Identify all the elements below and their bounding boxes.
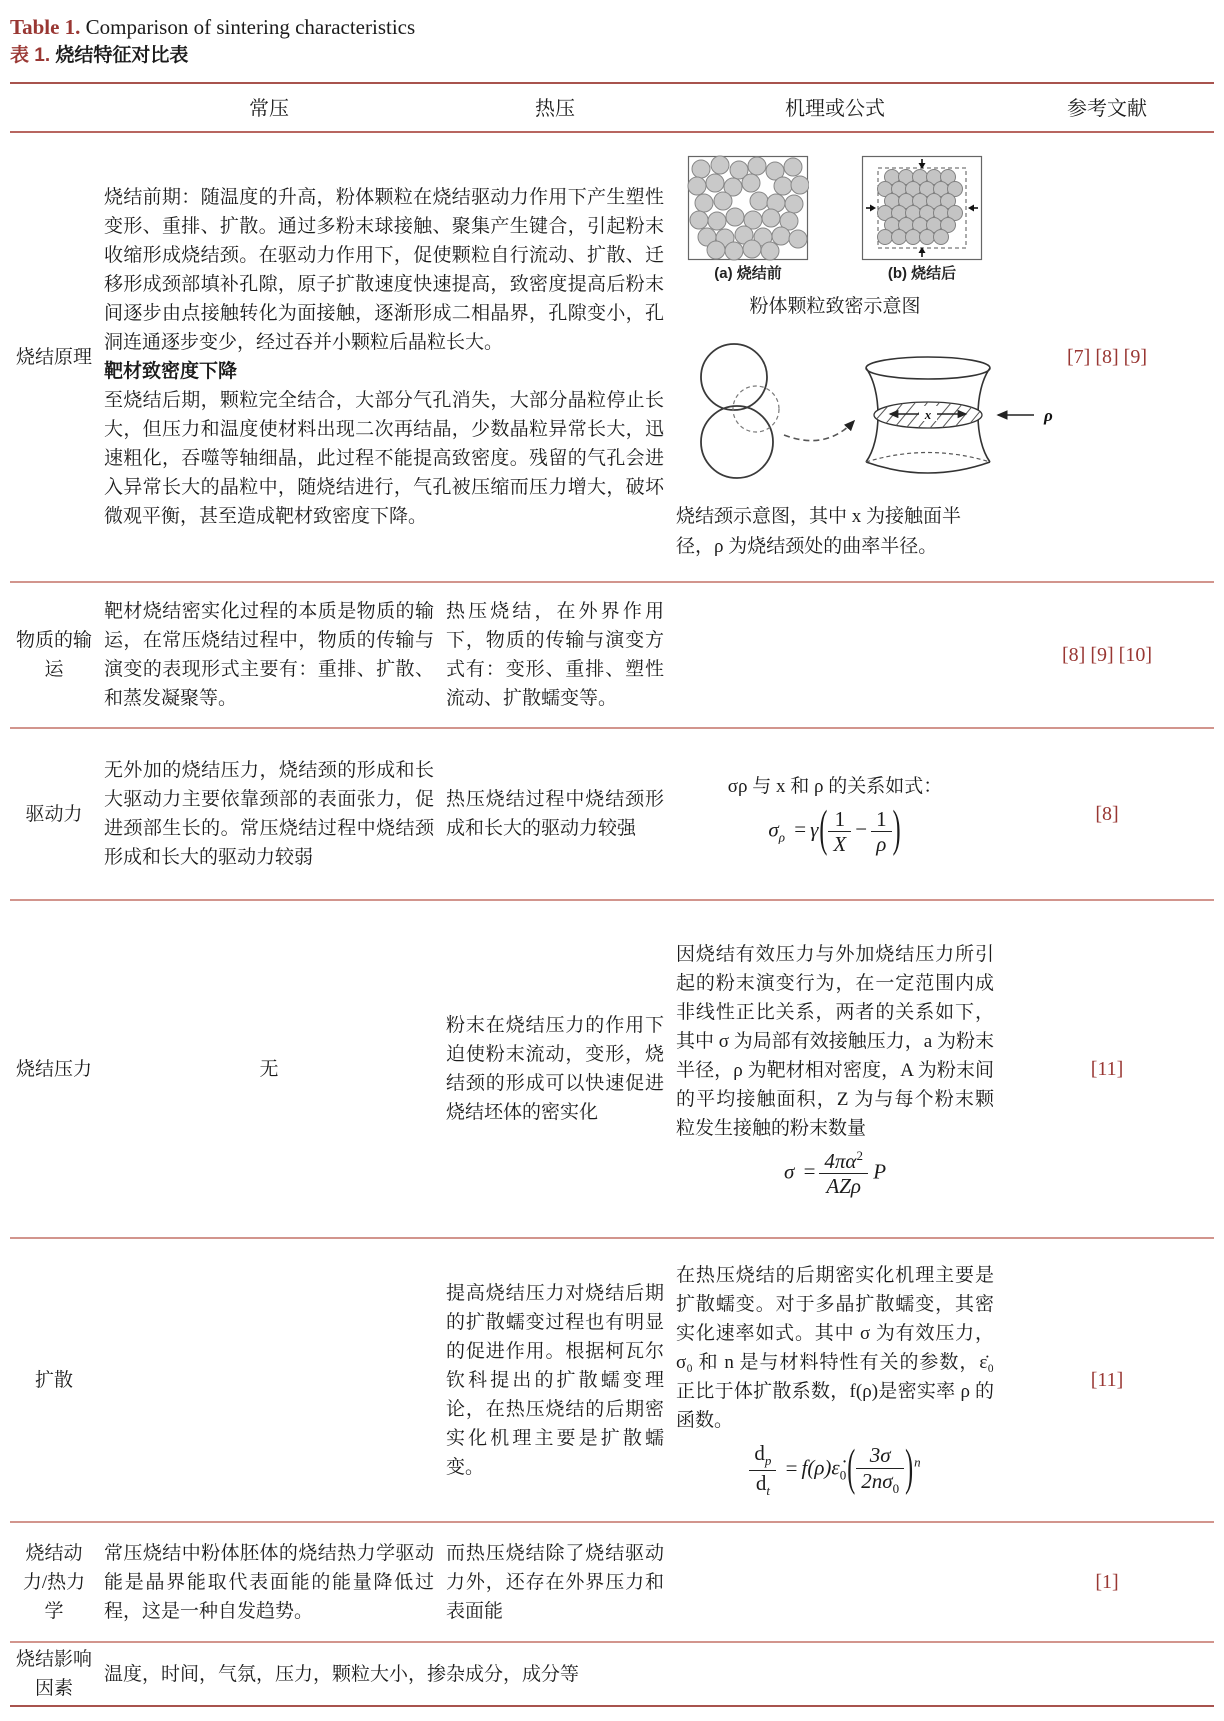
f3-fraction [856,1443,904,1496]
f2-P: P [873,1159,887,1184]
cell-diffusion-normal-pressure [98,1238,440,1522]
f3-d-top-sub: p [764,1453,772,1469]
cell-transport-mechanism [670,582,1000,728]
table-row-driving-force [10,728,1214,900]
after-sintering-diagram [861,155,983,261]
row-label-influencing-factors: 烧结影响因素 [16,1649,93,1699]
table-row-mass-transport [10,582,1214,728]
refs-thermodynamics: [1] [1000,1522,1214,1642]
before-sintering-caption: (a) 烧结前 [714,264,782,282]
powder-figures [676,155,994,284]
f3-d-top: d [754,1441,765,1466]
f2-num-text: 4πα [824,1148,857,1173]
sintering-comparison-table [10,82,1214,1707]
f3-frac-den-text: 2nσ [861,1468,893,1493]
f3-frac-den [856,1469,904,1497]
f1-equals: = [794,817,807,842]
cell-pressure-mechanism [670,900,1000,1238]
header-hot-pressing: 热压 [440,83,670,132]
principle-bold-heading: 靶材致密度下降 [104,361,238,382]
f1-frac1-num: 1 [828,807,851,832]
cell-diffusion-hot-pressing: 提高烧结压力对烧结后期的扩散蠕变过程也有明显的促进作用。根据柯瓦尔钦科提出的扩散蠕变理论，在热压烧结的后期密实化机理主要是扩散蠕变。 [440,1238,670,1522]
refs-mass-transport: [8] [9] [10] [1000,582,1214,728]
row-label-driving-force: 驱动力 [10,728,98,900]
table-title-zh-text: 烧结特征对比表 [50,45,189,66]
f3-equals: = [785,1455,798,1480]
f1-fraction-2 [871,807,892,856]
table-number-zh: 表 1. [10,45,51,66]
figure-after-sintering [861,155,983,284]
refs-driving-force: [8] [1000,728,1214,900]
f2-denominator: AZρ [826,1174,861,1198]
figure-before-sintering [687,155,809,284]
f3-frac-num: 3σ [856,1443,904,1468]
cell-driving-hot-pressing: 热压烧结过程中烧结颈形成和长大的驱动力较强 [440,728,670,900]
f2-num-exponent: 2 [856,1147,863,1163]
f3-deriv-den [749,1471,776,1499]
cell-factors-refs-empty [1000,1642,1214,1706]
cell-diffusion-mechanism [670,1238,1000,1522]
table-row-diffusion [10,1238,1214,1522]
after-sintering-caption: (b) 烧结后 [887,264,957,282]
table-number-en: Table 1. [10,15,81,39]
f1-gamma: γ [810,817,819,842]
f3-d-bottom-sub: t [766,1482,770,1498]
row-label-diffusion: 扩散 [10,1238,98,1522]
cell-influencing-factors: 温度，时间，气氛，压力，颗粒大小，掺杂成分，成分等 [104,1663,580,1685]
f3-d-bottom: d [755,1470,767,1495]
f1-fraction-1 [828,807,851,856]
header-normal-pressure: 常压 [98,83,440,132]
f1-right-paren: ) [892,803,901,858]
diffusion-mechanism-text: 在热压烧结的后期密实化机理主要是扩散蠕变。对于多晶扩散蠕变，其密实化速率如式。其中 σ 为有效压力，σ₀ 和 n 是与材料特性有关的参数，ε̇₀ 正比于体扩散系数，f(ρ)是密实率 ρ 的函数。 [676,1265,994,1432]
cell-thermo-mechanism [670,1522,1000,1642]
cell-transport-normal-pressure: 靶材烧结密实化过程的本质是物质的输运，在常压烧结过程中，物质的传输与演变的表现形式主要有：重排、扩散、和蒸发凝聚等。 [98,582,440,728]
cell-principle-mechanism [670,132,1053,582]
f2-equals: = [803,1159,816,1184]
neck-rho-label: ρ [1044,405,1053,425]
cell-pressure-hot-pressing: 粉末在烧结压力的作用下迫使粉末流动，变形，烧结颈的形成可以快速促进烧结坯体的密实化 [440,900,670,1238]
f2-numerator [819,1149,868,1174]
table-row-sintering-pressure [10,900,1214,1238]
f3-left-paren: ( [847,1441,856,1497]
f2-fraction [819,1149,868,1198]
f3-middle-sub: 0 [839,1468,847,1483]
f1-frac2-num: 1 [871,807,892,832]
f2-sigma: σ [783,1159,795,1184]
cell-transport-hot-pressing: 热压烧结，在外界作用下，物质的传输与演变方式有：变形、重排、塑性流动、扩散蠕变等。 [440,582,670,728]
f3-middle: f(ρ)ε̇ [801,1455,840,1480]
refs-diffusion: [11] [1000,1238,1214,1522]
f1-sigma: σ [768,817,779,842]
cell-principle-description [98,132,670,582]
row-label-sintering-pressure: 烧结压力 [10,900,98,1238]
f3-frac-den-sub: 0 [892,1480,900,1496]
table-caption-en [10,12,1214,42]
neck-figure-caption: 烧结颈示意图，其中 x 为接触面半径，ρ 为烧结颈处的曲率半径。 [676,505,962,557]
f3-exponent: n [914,1454,921,1470]
f1-left-paren: ( [819,803,828,858]
row-label-thermodynamics: 烧结动力/热力学 [10,1522,98,1642]
header-row [10,83,1214,132]
neck-x-label: x [924,406,932,422]
cell-thermo-hot-pressing: 而热压烧结除了烧结驱动力外，还存在外界压力和表面能 [440,1522,670,1642]
f3-deriv-num [749,1441,776,1470]
powder-densification-caption: 粉体颗粒致密示意图 [749,295,921,317]
cell-driving-mechanism [670,728,1000,900]
table-row-influencing-factors [10,1642,1214,1706]
neck-figure-wrap [676,335,1053,496]
f3-right-paren: ) [905,1441,914,1497]
pressure-mechanism-text: 因烧结有效压力与外加烧结压力所引起的粉末演变行为，在一定范围内成非线性正比关系，两者的关系如下，其中 σ 为局部有效接触压力，a 为粉末半径，ρ 为靶材相对密度，A 为粉末间的平均接触面积，Z 为与每个粉末颗粒发生接触的粉末数量 [676,943,994,1139]
f1-minus: − [855,817,868,842]
principle-paragraph-1: 烧结前期：随温度的升高，粉体颗粒在烧结驱动力作用下产生塑性变形、重排、扩散。通过多粉末球接触、聚集产生键合，引起粉末收缩形成烧结颈。在驱动力作用下，促使颗粒自行流动、扩散、迁移形成颈部填补孔隙，原子扩散速度快速提高，致密度提高后粉末间逐步由点接触转化为面接触，逐渐形成二相晶界，孔隙变小，孔洞连通逐步变少，经过吞并小颗粒后晶粒长大。 [104,187,664,353]
before-sintering-diagram [687,155,809,261]
row-label-mass-transport: 物质的输运 [10,582,98,728]
cell-driving-normal-pressure: 无外加的烧结压力，烧结颈的形成和长大驱动力主要依靠颈部的表面张力，促进颈部生长的。常压烧结过程中烧结颈形成和长大的驱动力较弱 [98,728,440,900]
row-label-sintering-principle: 烧结原理 [10,132,98,582]
table-row-sintering-principle [10,132,1214,582]
f3-derivative [749,1441,776,1498]
table-caption-zh [10,42,1214,70]
refs-sintering-principle: [7] [8] [9] [1000,132,1214,582]
diffusion-formula [676,1441,994,1498]
cell-thermo-normal-pressure: 常压烧结中粉体胚体的烧结热力学驱动能是晶界能取代表面能的能量降低过程，这是一种自发趋势。 [98,1522,440,1642]
table-row-thermodynamics [10,1522,1214,1642]
refs-sintering-pressure: [11] [1000,900,1214,1238]
cell-pressure-normal-pressure: 无 [98,900,440,1238]
header-mechanism-formula: 机理或公式 [670,83,1000,132]
f1-sigma-sub: ρ [778,829,786,845]
f1-frac2-den: ρ [876,832,887,856]
f1-frac1-den: X [833,832,847,856]
pressure-formula [676,1149,994,1198]
header-blank [10,83,98,132]
principle-paragraph-2: 至烧结后期，颗粒完全结合，大部分气孔消失，大部分晶粒停止长大，但压力和温度使材料出现二次再结晶，少数晶粒异常长大，迅速粗化，吞噬等轴细晶，此过程不能提高致密度。残留的气孔会进入异常长大的晶粒中，随烧结进行，气孔被压缩而压力增大，破坏微观平衡，甚至造成靶材致密度下降。 [104,390,664,527]
sintering-neck-diagram [676,335,1064,487]
driving-force-formula-intro: σρ 与 x 和 ρ 的关系如式： [727,775,943,797]
table-title-en-text: Comparison of sintering characteristics [80,15,416,39]
header-references: 参考文献 [1000,83,1214,132]
driving-force-formula [676,803,994,858]
